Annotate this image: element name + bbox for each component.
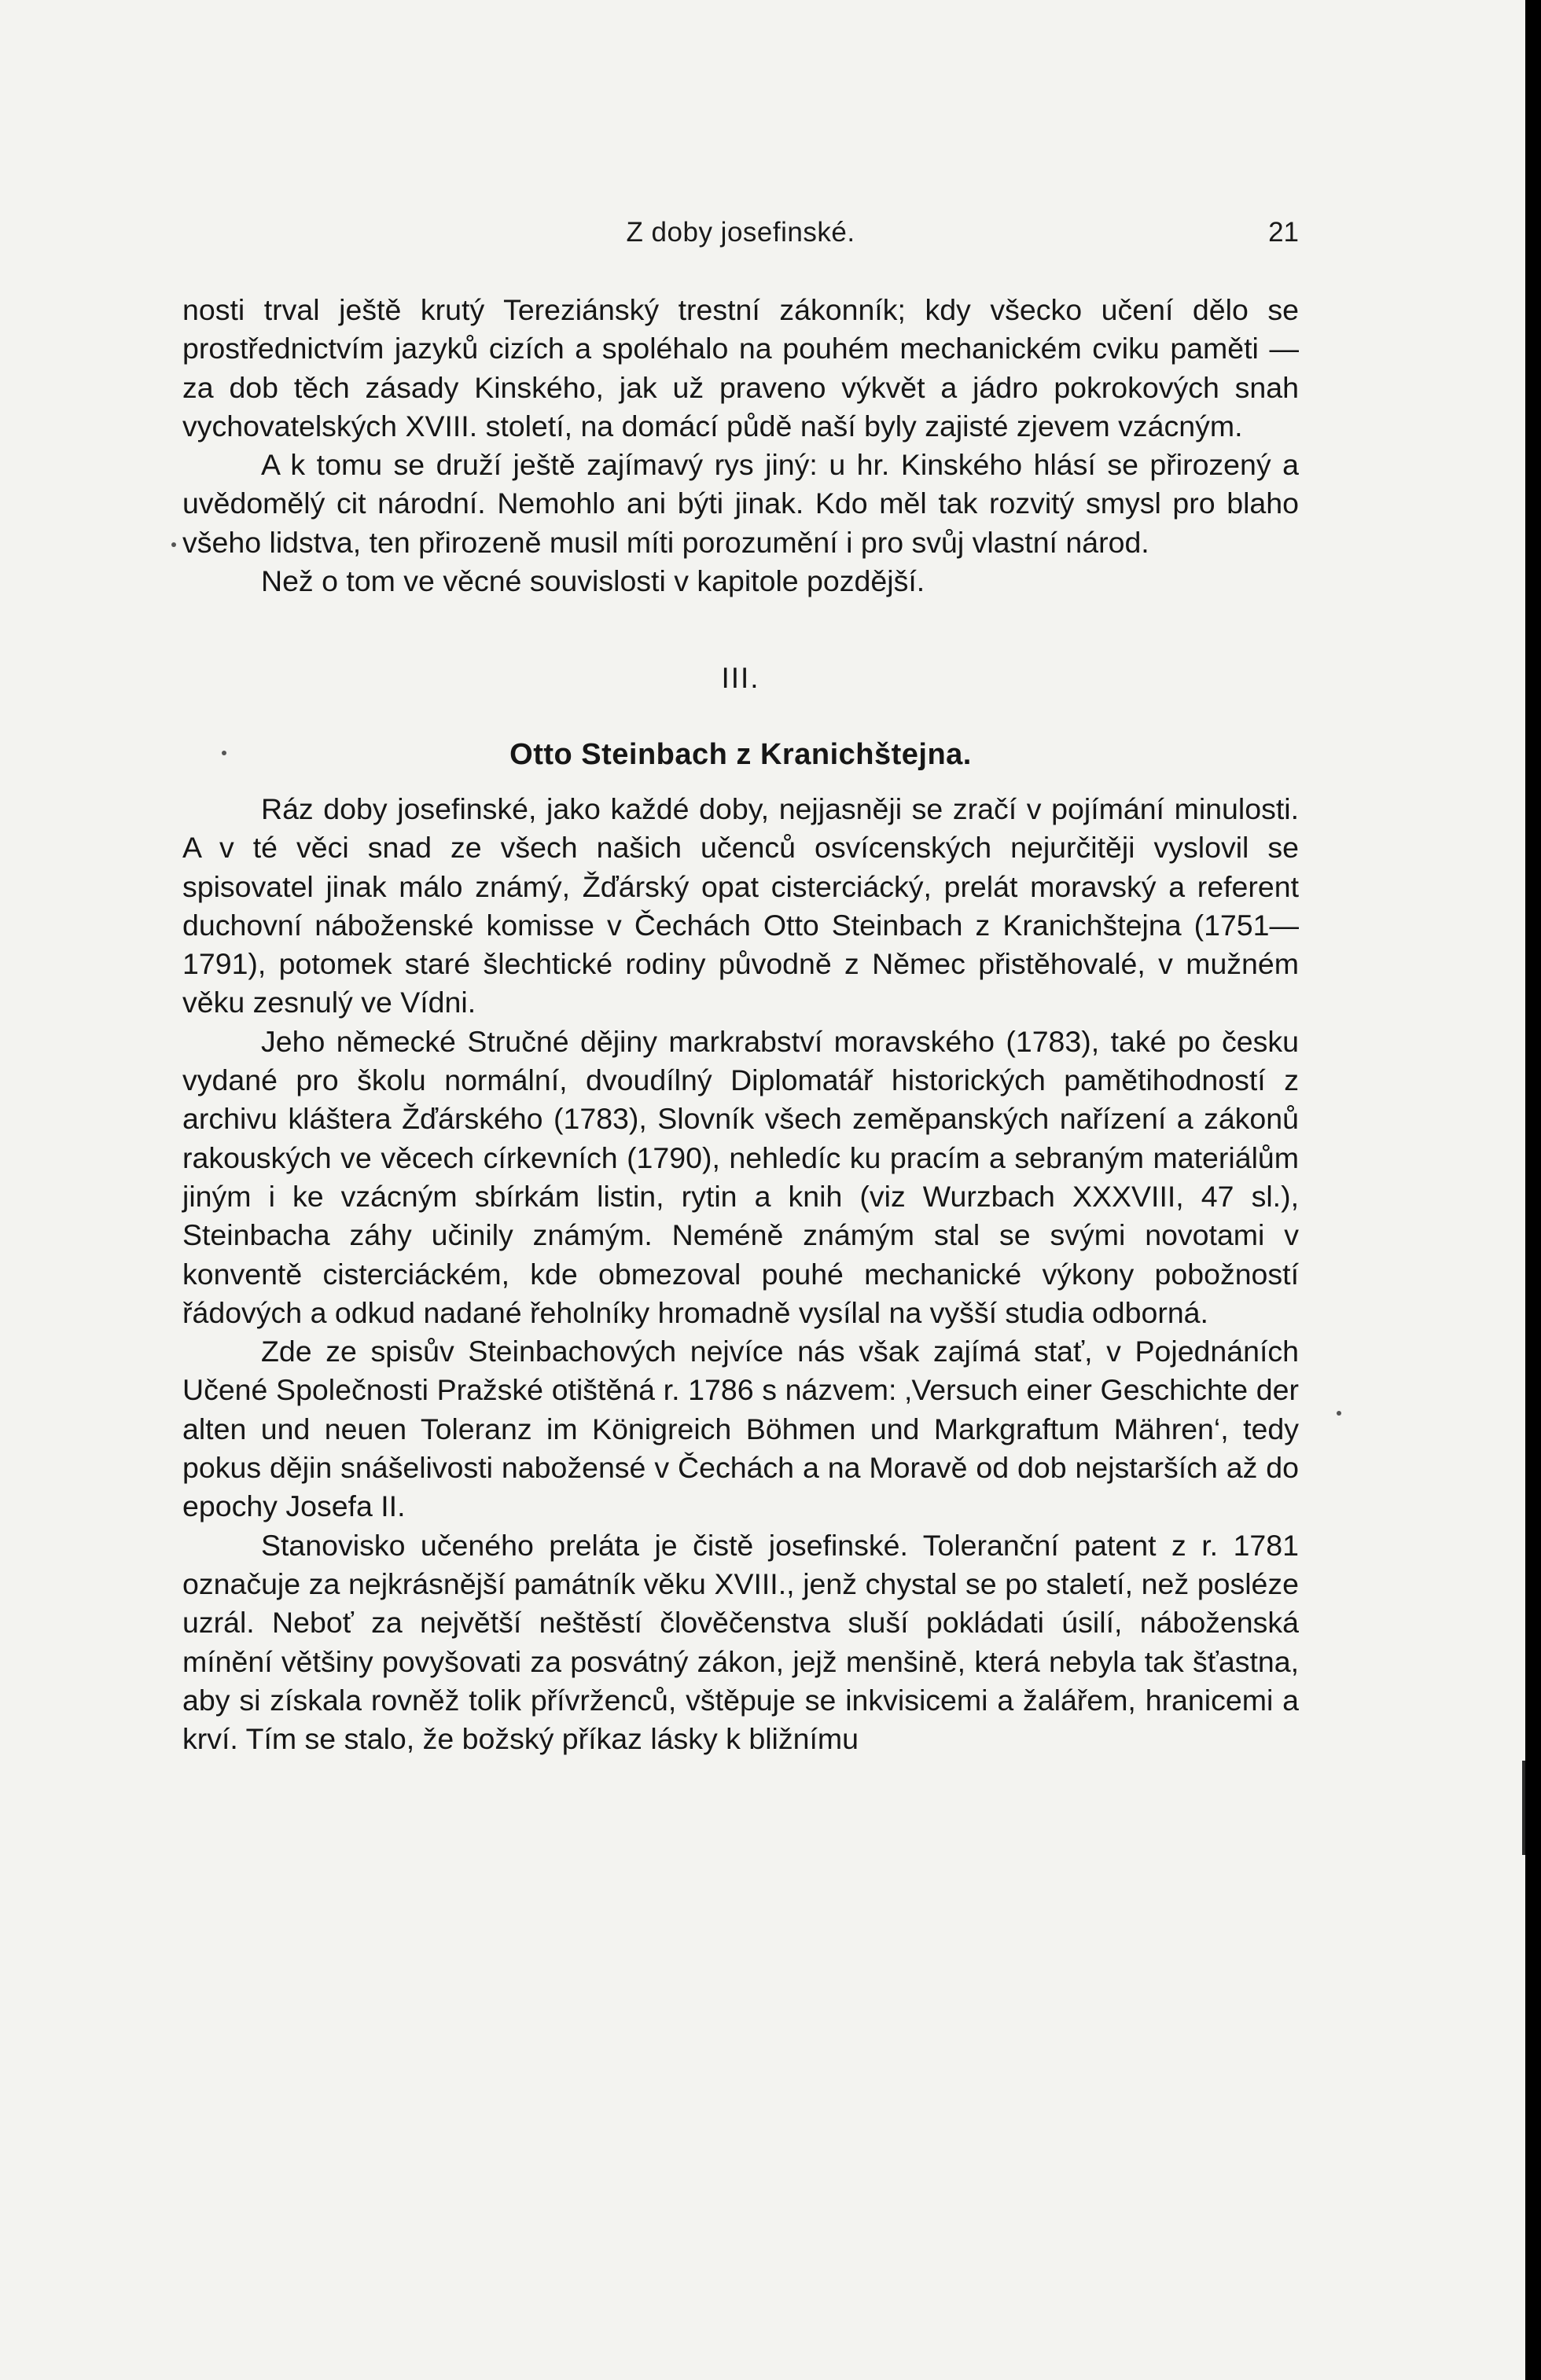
page-number: 21 [1268, 217, 1299, 248]
scan-speck [171, 542, 176, 547]
paragraph: A k tomu se druží ještě zajímavý rys jiný: u hr. Kinského hlásí se přirozený a uvědomělý cit národní. Nemohlo ani býti jinak. Kdo měl tak rozvitý smysl pro blaho všeho lidstva, ten přirozeně musil míti porozumění i pro svůj vlastní národ. [182, 448, 1299, 559]
scan-edge-mark [1522, 1761, 1525, 1855]
paragraph: Jeho německé Stručné dějiny markrabství moravského (1783), také po česku vydané pro školu normální, dvoudílný Diplomatář historických pamětihodností z archivu kláštera Žďárského (1783), Slovník všech zeměpanských nařízení a zákonů rakouských ve věcech církevních (1790), nehledíc ku pracím a sebraným materiálům jiným i ke vzácným sbírkám listin, rytin a knih (viz Wurzbach XXXVIII, 47 sl.), Steinbacha záhy učinily známým. Neméně známým stal se svými novotami v konventě cisterciáckém, kde obmezoval pouhé mechanické výkony pobožností řádových a odkud nadané řeholníky hromadně vysílal na vyšší studia odborná. [182, 1024, 1299, 1329]
running-head: Z doby josefinské. [626, 217, 855, 248]
body-text [182, 291, 1299, 1758]
scan-speck [1337, 1411, 1341, 1416]
paragraph: Ráz doby josefinské, jako každé doby, nejjasněji se zračí v pojímání minulosti. A v té věci snad ze všech našich učenců osvícenských nejurčitěji vyslovil se spisovatel jinak málo známý, Žďárský opat cisterciácký, prelát moravský a referent duchovní náboženské komisse v Čechách Otto Steinbach z Kranichštejna (1751—1791), potomek staré šlechtické rodiny původně z Němec přistěhovalé, v mužném věku zesnulý ve Vídni. [182, 791, 1299, 1019]
paragraph: Než o tom ve věcné souvislosti v kapitole pozdější. [261, 564, 925, 598]
section-title: Otto Steinbach z Kranichštejna. [509, 737, 972, 771]
scan-speck [222, 751, 226, 755]
paragraph: Stanovisko učeného preláta je čistě josefinské. Toleranční patent z r. 1781 označuje za nejkrásnější památník věku XVIII., jenž chystal se po staletí, než posléze uzrál. Neboť za největší neštěstí člověčenstva sluší pokládati úsilí, náboženská mínění většiny povyšovati za posvátný zákon, jejž menšině, která nebyla tak šťastna, aby si získala rovněž tolik přívrženců, vštěpuje se inkvisicemi a žalářem, hranicemi a krví. Tím se stalo, že božský příkaz lásky k bližnímu [182, 1528, 1299, 1756]
page-header [182, 217, 1299, 264]
paragraph-continuation: nosti trval ještě krutý Tereziánský trestní zákonník; kdy všecko učení dělo se prostřednictvím jazyků cizích a spoléhalo na pouhém mechanickém cviku paměti — za dob těch zásady Kinského, jak už praveno výkvět a jádro pokrokových snah vychovatelských XVIII. století, na domácí půdě naší byly zajisté zjevem vzácným. [182, 293, 1299, 443]
section-number: III. [721, 662, 760, 695]
paragraph: Zde ze spisův Steinbachových nejvíce nás však zajímá stať, v Pojednáních Učené Společnosti Pražské otištěná r. 1786 s názvem: ‚Versuch einer Geschichte der alten und neuen Toleranz im Königreich Böhmen und Markgraftum Mähren‘, tedy pokus dějin snášelivosti nabožensé v Čechách a na Moravě od dob nejstarších až do epochy Josefa II. [182, 1335, 1299, 1523]
